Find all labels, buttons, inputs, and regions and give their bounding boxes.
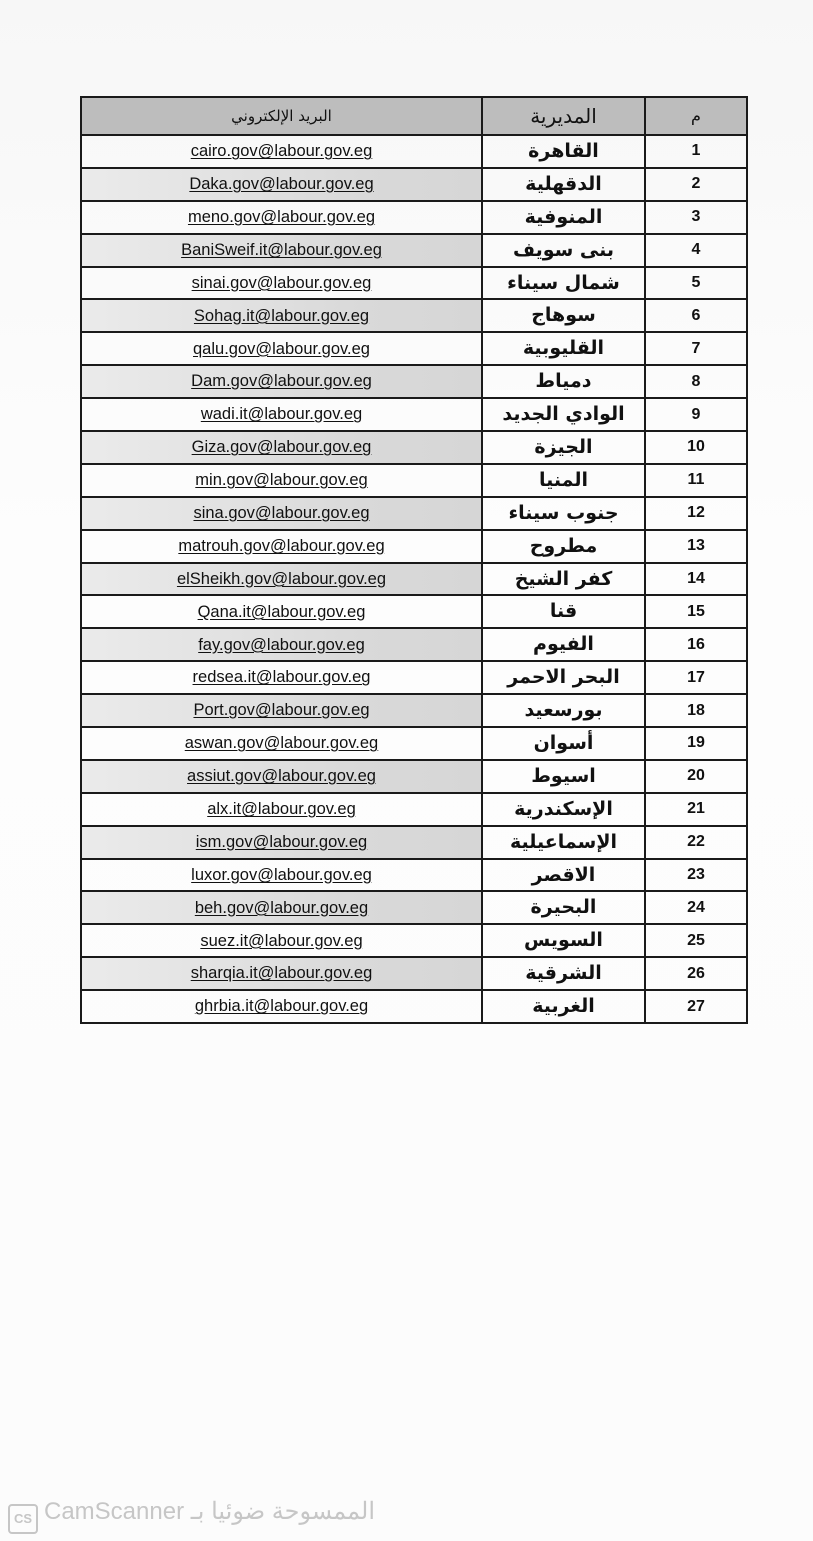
watermark-text: الممسوحة ضوئيا بـ CamScanner — [44, 1498, 376, 1525]
email-address[interactable]: meno.gov@labour.gov.eg — [81, 201, 482, 234]
email-address[interactable]: sharqia.it@labour.gov.eg — [81, 957, 482, 990]
row-number: 5 — [645, 267, 747, 300]
row-number: 6 — [645, 299, 747, 332]
table-row — [81, 661, 747, 694]
table-row — [81, 628, 747, 661]
directorate-name: بورسعيد — [482, 694, 645, 727]
directorate-name: الشرقية — [482, 957, 645, 990]
row-number: 26 — [645, 957, 747, 990]
email-address[interactable]: qalu.gov@labour.gov.eg — [81, 332, 482, 365]
directorate-name: الإسماعيلية — [482, 826, 645, 859]
table-row — [81, 595, 747, 628]
row-number: 14 — [645, 563, 747, 596]
table-row — [81, 793, 747, 826]
directorate-name: أسوان — [482, 727, 645, 760]
row-number: 9 — [645, 398, 747, 431]
camscanner-watermark — [8, 1497, 448, 1537]
row-number: 16 — [645, 628, 747, 661]
directorate-name: البحيرة — [482, 891, 645, 924]
directorates-email-table — [80, 96, 748, 1024]
email-address[interactable]: fay.gov@labour.gov.eg — [81, 628, 482, 661]
email-address[interactable]: sina.gov@labour.gov.eg — [81, 497, 482, 530]
row-number: 21 — [645, 793, 747, 826]
directorate-name: سوهاج — [482, 299, 645, 332]
directorate-name: قنا — [482, 595, 645, 628]
directorate-name: القاهرة — [482, 135, 645, 168]
table-header-row — [81, 97, 747, 135]
table-row — [81, 563, 747, 596]
email-address[interactable]: aswan.gov@labour.gov.eg — [81, 727, 482, 760]
table-row — [81, 267, 747, 300]
table-row — [81, 234, 747, 267]
table-row — [81, 924, 747, 957]
row-number: 17 — [645, 661, 747, 694]
directorate-name: المنيا — [482, 464, 645, 497]
table-row — [81, 168, 747, 201]
directorate-name: مطروح — [482, 530, 645, 563]
directorate-name: البحر الاحمر — [482, 661, 645, 694]
header-number: م — [645, 97, 747, 135]
table-row — [81, 694, 747, 727]
row-number: 13 — [645, 530, 747, 563]
directorate-name: الدقهلية — [482, 168, 645, 201]
email-address[interactable]: alx.it@labour.gov.eg — [81, 793, 482, 826]
directorate-name: الوادي الجديد — [482, 398, 645, 431]
email-address[interactable]: ghrbia.it@labour.gov.eg — [81, 990, 482, 1023]
header-directorate: المديرية — [482, 97, 645, 135]
directorate-name: الاقصر — [482, 859, 645, 892]
email-address[interactable]: luxor.gov@labour.gov.eg — [81, 859, 482, 892]
directorate-name: الغربية — [482, 990, 645, 1023]
email-address[interactable]: matrouh.gov@labour.gov.eg — [81, 530, 482, 563]
row-number: 22 — [645, 826, 747, 859]
row-number: 10 — [645, 431, 747, 464]
table-row — [81, 957, 747, 990]
email-address[interactable]: elSheikh.gov@labour.gov.eg — [81, 563, 482, 596]
directorate-name: اسيوط — [482, 760, 645, 793]
table-row — [81, 135, 747, 168]
email-address[interactable]: assiut.gov@labour.gov.eg — [81, 760, 482, 793]
directorate-name: شمال سيناء — [482, 267, 645, 300]
table-row — [81, 760, 747, 793]
table-row — [81, 497, 747, 530]
table-row — [81, 398, 747, 431]
row-number: 23 — [645, 859, 747, 892]
email-address[interactable]: BaniSweif.it@labour.gov.eg — [81, 234, 482, 267]
row-number: 20 — [645, 760, 747, 793]
directorate-name: الفيوم — [482, 628, 645, 661]
directorate-name: الجيزة — [482, 431, 645, 464]
email-address[interactable]: Qana.it@labour.gov.eg — [81, 595, 482, 628]
directorate-name: دمياط — [482, 365, 645, 398]
table-row — [81, 891, 747, 924]
directorate-name: جنوب سيناء — [482, 497, 645, 530]
row-number: 7 — [645, 332, 747, 365]
row-number: 15 — [645, 595, 747, 628]
email-address[interactable]: sinai.gov@labour.gov.eg — [81, 267, 482, 300]
directorate-name: المنوفية — [482, 201, 645, 234]
email-address[interactable]: Daka.gov@labour.gov.eg — [81, 168, 482, 201]
email-address[interactable]: min.gov@labour.gov.eg — [81, 464, 482, 497]
email-address[interactable]: Dam.gov@labour.gov.eg — [81, 365, 482, 398]
email-address[interactable]: wadi.it@labour.gov.eg — [81, 398, 482, 431]
row-number: 24 — [645, 891, 747, 924]
email-address[interactable]: Port.gov@labour.gov.eg — [81, 694, 482, 727]
row-number: 18 — [645, 694, 747, 727]
row-number: 11 — [645, 464, 747, 497]
table-row — [81, 530, 747, 563]
table-row — [81, 727, 747, 760]
email-address[interactable]: beh.gov@labour.gov.eg — [81, 891, 482, 924]
header-email: البريد الإلكتروني — [81, 97, 482, 135]
row-number: 3 — [645, 201, 747, 234]
table-row — [81, 464, 747, 497]
directorate-name: كفر الشيخ — [482, 563, 645, 596]
email-address[interactable]: redsea.it@labour.gov.eg — [81, 661, 482, 694]
email-address[interactable]: cairo.gov@labour.gov.eg — [81, 135, 482, 168]
row-number: 2 — [645, 168, 747, 201]
directorate-name: بنى سويف — [482, 234, 645, 267]
table-row — [81, 299, 747, 332]
directorate-name: السويس — [482, 924, 645, 957]
email-address[interactable]: Sohag.it@labour.gov.eg — [81, 299, 482, 332]
table-body — [81, 135, 747, 1023]
camscanner-logo-icon: CS — [8, 1504, 38, 1534]
table-row — [81, 859, 747, 892]
table-row — [81, 365, 747, 398]
directorate-name: القليوبية — [482, 332, 645, 365]
table-row — [81, 332, 747, 365]
email-address[interactable]: Giza.gov@labour.gov.eg — [81, 431, 482, 464]
row-number: 27 — [645, 990, 747, 1023]
table-row — [81, 431, 747, 464]
row-number: 12 — [645, 497, 747, 530]
directorate-name: الإسكندرية — [482, 793, 645, 826]
table-row — [81, 826, 747, 859]
row-number: 1 — [645, 135, 747, 168]
row-number: 8 — [645, 365, 747, 398]
row-number: 25 — [645, 924, 747, 957]
email-address[interactable]: suez.it@labour.gov.eg — [81, 924, 482, 957]
table-row — [81, 201, 747, 234]
row-number: 4 — [645, 234, 747, 267]
row-number: 19 — [645, 727, 747, 760]
table-row — [81, 990, 747, 1023]
email-address[interactable]: ism.gov@labour.gov.eg — [81, 826, 482, 859]
